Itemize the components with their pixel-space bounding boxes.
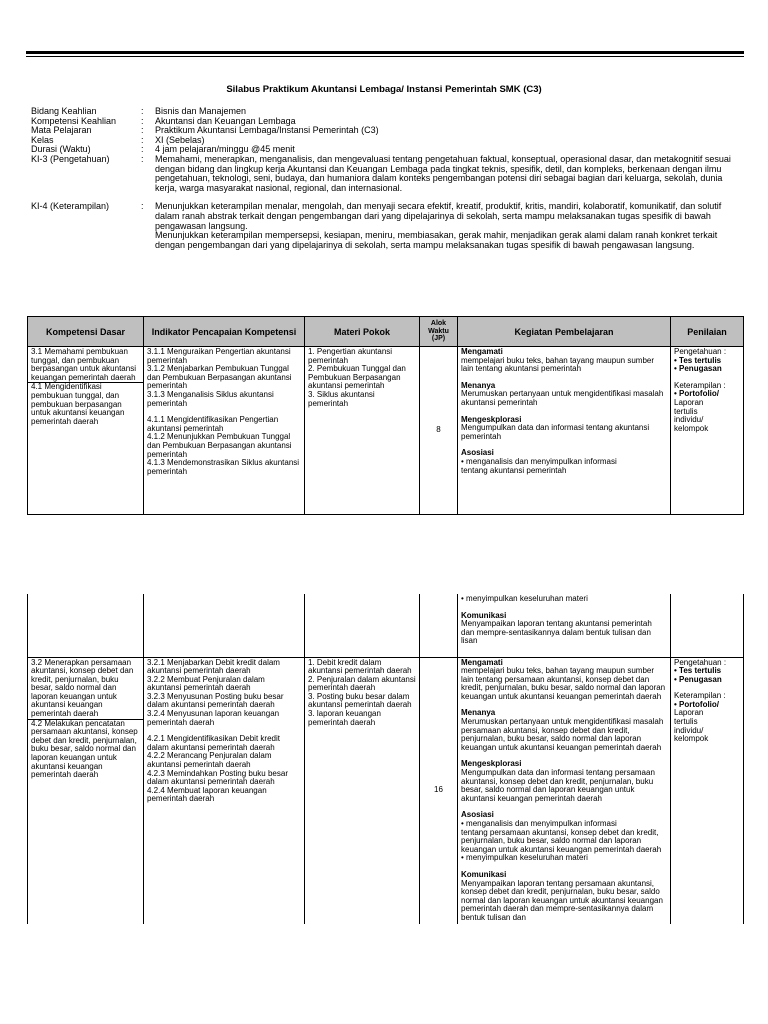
ipk-item: 4.1.2 Menunjukkan Pembukuan Tunggal dan Pembukuan Berpasangan akuntansi pemerintah [147,432,292,459]
activity-heading: Menanya [461,380,496,390]
header-materi: Materi Pokok [305,317,420,347]
meta-value-part: Menunjukkan keterampilan menalar, mengolah, dan menyaji secara efektif, kreatif, produktif, kritis, mandiri, kolaboratif, komunikatif, dan solutif dalam ranah abstrak terkait dengan pengembangan dari yang dipelajarinya di sekolah, serta mampu melaksanakan tugas spesifik di bawah pengawasan langsung. [155,201,722,231]
meta-row-ki3 [31,155,731,193]
table-row [28,347,744,515]
document-title: Silabus Praktikum Akuntansi Lembaga/ Instansi Pemerintah SMK (C3) [226,84,542,95]
ipk-item: 4.2.4 Membuat laporan keuangan pemerintah daerah [147,785,267,804]
cell-penilaian [671,657,744,924]
meta-value-part: Menunjukkan keterampilan mempersepsi, kesiapan, meniru, membiasakan, gerak mahir, menjadikan gerak alami dalam ranah konkret terkait dengan pengembangan dari yang dipelajarinya di sekolah, serta mampu melaksanakan tugas spesifik di bawah pengawasan langsung. [155,230,718,250]
assessment-label: Keterampilan : [674,691,726,701]
activity-bullet: • menyimpulkan keseluruhan materi [461,594,588,603]
meta-row [31,136,731,146]
activity-heading: Komunikasi [461,610,507,620]
ipk-item: 3.2.4 Menyusunan laporan keuangan pemerintah daerah [147,709,280,727]
activity-heading: Asosiasi [461,448,494,458]
meta-label: Kompetensi Keahlian [31,115,117,126]
kd-text: 4.1 Mengidentifikasi pembukuan tunggal, dan pembukuan berpasangan untuk akuntansi keuangan pemerintah daerah [28,382,143,426]
meta-value: 4 jam pelajaran/minggu @45 menit [155,144,295,155]
assessment-item: • Tes tertulis [674,355,722,365]
materi-item: 1. Pengertian akuntansi pemerintah [308,347,393,365]
materi-item: 2. Pembukuan Tunggal dan Pembukuan Berpasangan akuntansi pemerintah [308,364,406,391]
assessment-item: • Portofolio/ [674,699,720,709]
syllabus-table-part2 [27,594,744,924]
assessment-item: Laporan [674,708,704,718]
meta-colon: : [141,125,144,136]
materi-item: 2. Penjuralan dalam akuntansi pemerintah daerah [308,674,416,693]
assessment-item: • Penugasan [674,674,722,684]
activity-text: Menyampaikan laporan tentang akuntansi pemerintah dan mempre-sentasikannya dalam bentuk tulisan dan lisan [461,619,652,646]
ipk-item: 4.2.1 Mengidentifikasikan Debit kredit dalam akuntansi pemerintah daerah [147,734,280,752]
kd-text: 4.2 Melakukan pencatatan persamaan akuntansi, konsep debet dan kredit, penjurnalan, buku besar, saldo normal dan laporan keuangan untuk akuntansi keuangan pemerintah daerah [28,719,143,780]
syllabus-table-part1 [27,316,744,515]
meta-colon: : [141,144,144,155]
assessment-item: kelompok [674,423,709,433]
cell-penilaian [671,594,744,657]
cell-indikator [144,657,305,924]
header-penilaian: Penilaian [671,317,744,347]
meta-row [31,126,731,136]
cell-kegiatan [458,594,671,657]
ipk-item: 3.2.2 Membuat Penjuralan dalam akuntansi pemerintah daerah [147,674,265,693]
activity-bullet: • menyimpulkan keseluruhan materi [461,853,588,863]
materi-item: 3. laporan keuangan pemerintah daerah [308,709,381,727]
meta-value: Praktikum Akuntansi Lembaga/Instansi Pemerintah (C3) [155,125,379,136]
kd-text: 3.1 Memahami pembukuan tunggal, dan pembukuan berpasangan untuk akuntansi keuangan pemerintah daerah [31,347,136,382]
cell-waktu [420,594,458,657]
activity-text: mempelajari buku teks, bahan tayang maupun sumber lain tentang akuntansi pemerintah [461,355,654,374]
activity-heading: Menanya [461,708,496,718]
meta-label: Bidang Keahlian [31,106,97,116]
cell-kegiatan [458,347,671,515]
cell-materi [305,594,420,657]
meta-label: KI-4 (Keterampilan) [31,201,110,212]
materi-item: 1. Debit kredit dalam akuntansi pemerintah daerah [308,657,412,676]
ipk-item: 3.1.3 Menganalisis Siklus akuntansi pemerintah [147,389,274,408]
assessment-label: Pengetahuan : [674,657,727,667]
assessment-item: Laporan [674,397,704,407]
cell-waktu: 16 [420,657,458,924]
ipk-item: 3.2.3 Menyusunan Posting buku besar dalam akuntansi pemerintah daerah [147,691,284,710]
meta-row-ki4 [31,202,731,250]
assessment-item: kelompok [674,734,709,744]
kd-text: 3.2 Menerapkan persamaan akuntansi, konsep debet dan kredit, penjurnalan, buku besar, saldo normal dan laporan keuangan untuk akuntansi keuangan pemerintah daerah [31,657,134,719]
meta-value: Akuntansi dan Keuangan Lembaga [155,115,296,126]
cell-kompetensi-dasar [28,594,144,657]
ipk-item: 3.1.2 Menjabarkan Pembukuan Tunggal dan Pembukuan Berpasangan akuntansi pemerintah [147,364,292,391]
cell-indikator [144,347,305,515]
ipk-item: 4.2.3 Memindahkan Posting buku besar dalam akuntansi pemerintah daerah [147,768,288,787]
assessment-item: • Portofolio/ [674,389,720,399]
activity-heading: Asosiasi [461,810,494,820]
activity-text: mempelajari buku teks, bahan tayang maupun sumber lain tentang persamaan akuntansi, konsep debet dan kredit, penjurnalan, buku besar, saldo normal dan laporan keuangan untuk akuntansi keuangan pemerintah daerah [461,666,666,701]
materi-item: 3. Siklus akuntansi pemerintah [308,389,375,408]
activity-text: Mengumpulkan data dan informasi tentang akuntansi pemerintah [461,423,650,441]
cell-materi [305,347,420,515]
meta-label: Mata Pelajaran [31,125,92,136]
assessment-item: • Tes tertulis [674,666,722,676]
cell-penilaian [671,347,744,515]
cell-waktu: 8 [420,347,458,515]
meta-value [155,202,731,250]
cell-kompetensi-dasar [28,347,144,515]
table-row [28,657,744,924]
activity-heading: Mengamati [461,657,503,667]
meta-colon: : [141,106,144,116]
top-rule-thin [26,56,744,57]
table-header-row [28,317,744,347]
activity-heading: Mengeskplorasi [461,414,522,424]
activity-text: tentang persamaan akuntansi, konsep debet dan kredit, penjurnalan, buku besar, saldo normal dan laporan keuangan untuk akuntansi keuangan pemerintah daerah [461,827,662,854]
assessment-label: Pengetahuan : [674,347,727,356]
header-indikator: Indikator Pencapaian Kompetensi [144,317,305,347]
meta-colon: : [141,115,144,126]
activity-text: Merumuskan pertanyaan untuk mengidentifikasi masalah persamaan akuntansi, konsep debet dan kredit, penjurnalan, buku besar, saldo normal dan laporan keuangan untuk akuntansi keuangan pemerintah daerah [461,717,664,752]
activity-bullet: • menganalisis dan menyimpulkan informasi [461,819,617,828]
activity-bullet: • menganalisis dan menyimpulkan informasi [461,456,617,466]
assessment-item: tertulis [674,717,698,727]
assessment-label: Keterampilan : [674,380,726,390]
cell-materi [305,657,420,924]
activity-text: Menyampaikan laporan tentang persamaan akuntansi, konsep debet dan kredit, penjurnalan, buku besar, saldo normal dan laporan keuangan untuk akuntansi keuangan pemerintah daerah dan mempre-sentasikannya dalam bentuk tulisan dan [461,878,663,922]
top-rule [26,51,744,54]
meta-colon: : [141,134,144,145]
ipk-item: 3.2.1 Menjabarkan Debit kredit dalam akuntansi pemerintah daerah [147,657,280,676]
ipk-item: 3.1.1 Menguraikan Pengertian akuntansi pemerintah [147,347,291,365]
cell-kompetensi-dasar [28,657,144,924]
materi-item: 3. Posting buku besar dalam akuntansi pemerintah daerah [308,691,412,710]
meta-value: Bisnis dan Manajemen [155,106,247,116]
activity-text: tentang akuntansi pemerintah [461,465,567,475]
meta-colon: : [141,153,144,164]
meta-value: XI (Sebelas) [155,134,205,145]
meta-block [31,107,731,250]
assessment-item: individu/ [674,725,704,735]
activity-text: Mengumpulkan data dan informasi tentang persamaan akuntansi, konsep debet dan kredit, penjurnalan, buku besar, saldo normal dan laporan keuangan untuk akuntansi keuangan pemerintah daerah [461,768,655,803]
header-kegiatan: Kegiatan Pembelajaran [458,317,671,347]
meta-colon: : [141,201,144,212]
activity-heading: Mengeskplorasi [461,759,522,769]
activity-text: Merumuskan pertanyaan untuk mengidentifikasi masalah akuntansi pemerintah [461,389,664,407]
meta-label: Durasi (Waktu) [31,144,91,155]
cell-indikator [144,594,305,657]
meta-value: Memahami, menerapkan, menganalisis, dan mengevaluasi tentang pengetahuan faktual, konseptual, operasional dasar, dan metakognitif sesuai dengan bidang dan lingkup kerja Akuntansi dan Keuangan Lembaga pada tingkat teknis, spesifik, detil, dan kompleks, berkenaan dengan ilmu pengetahuan, teknologi, seni, budaya, dan humaniora dalam konteks pengembangan potensi diri sebagai bagian dari keluarga, sekolah, dunia kerja, warga masyarakat nasional, regional, dan internasional. [155,153,731,193]
header-waktu: Alok Waktu (JP) [420,317,458,347]
meta-label: KI-3 (Pengetahuan) [31,153,110,164]
assessment-item: tertulis [674,406,698,416]
activity-heading: Mengamati [461,347,503,356]
meta-row [31,107,731,117]
assessment-item: • Penugasan [674,364,722,374]
assessment-item: individu/ [674,415,704,425]
meta-label: Kelas [31,134,54,145]
ipk-item: 4.1.1 Mengidentifikasikan Pengertian akuntansi pemerintah [147,415,279,433]
meta-row [31,117,731,127]
activity-heading: Komunikasi [461,869,507,879]
ipk-item: 4.2.2 Merancang Penjuralan dalam akuntansi pemerintah daerah [147,751,272,770]
cell-kegiatan [458,657,671,924]
header-kompetensi-dasar: Kompetensi Dasar [28,317,144,347]
ipk-item: 4.1.3 Mendemonstrasikan Siklus akuntansi pemerintah [147,458,300,476]
table-row-continued [28,594,744,657]
